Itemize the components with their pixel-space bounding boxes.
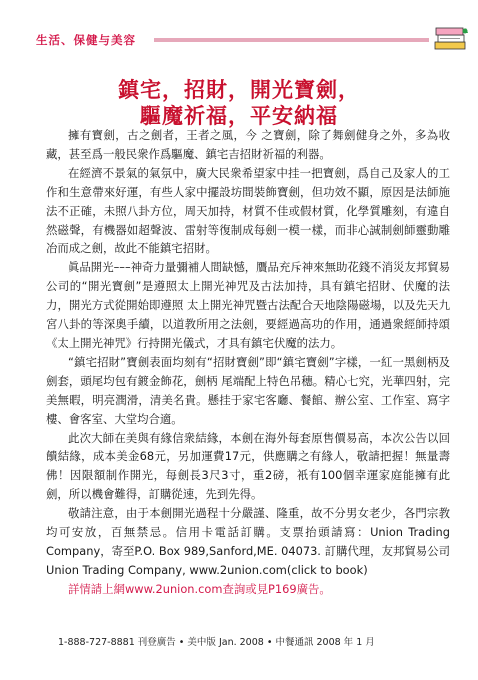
page-header — [36, 30, 446, 52]
paragraph: 擁有寶劍，古之劍者，王者之風，今 之寶劍，除了舞劍健身之外，多為收藏，甚至爲一般民衆作爲驅魔、鎮宅吉招財祈福的利器。 — [46, 128, 450, 161]
headline-line-1: 鎮宅，招財，開光寶劍， — [118, 77, 360, 102]
header-rule — [154, 38, 429, 42]
paragraph: 此次大師在美與有緣信衆結緣，本劍在海外每套原售價易高，本次公告以回饋結緣，成本美金68元，另加運費17元，供應購之有緣人，敬請把握！無量壽佛！因限額制作開光，每劍長3尺3寸，重2磅，衹有100個幸運家庭能擁有此劍，所以機會難得，訂購從速，先到先得。 — [46, 430, 450, 502]
paragraph: 在經濟不景氣的氣氛中，廣大民衆希望家中挂一把寶劍，爲自己及家人的工作和生意帶來好運，有些人家中擺設坊間裝飾寶劍，但功效不顯，原因是法師施法不正確，未照八卦方位，周天加持，材質不佳或假材質，化學質雕刻，有違自然磁聲，有機器如超聲波、雷射等復制成每劍一模一樣，而非心誠制劍師靈動雕冶而成之劍，故此不能鎮宅招財。 — [46, 165, 450, 256]
paragraph: “鎮宅招財”寶劍表面均刻有“招財寶劍”即“鎮宅寶劍”字樣，一紅一黑劍柄及劍套，頭尾均包有鍍金飾花，劍柄 尾端配上特色吊穗。精心七究，光華四射，完美無暇，明亮潤滑，清美名貴。懸挂于家宅客廳、餐館、辦公室、工作室、寫字樓、會客室、大堂均合適。 — [46, 354, 450, 426]
stacked-books-icon — [431, 24, 471, 52]
website-link[interactable]: 詳情請上網www.2union.com查詢或見P169廣告。 — [68, 581, 331, 596]
paragraph: 眞品開光–––神奇力量彌補人間缺憾，贋品充斥神來無助花錢不消災友邦貿易公司的“開光寶劍”是遵照太上開光神咒及古法加持，具有鎮宅招財、伏魔的法力，開光方式從開始即遵照 太上開光神咒暨古法配合天地陰陽磁場，以及先天九宮八卦的等深奧手續，以道教所用之法劍，要經過高功的作用，通過衆經師持頌《太上開光神咒》行持開光儀式，才具有鎮宅伏魔的法力。 — [46, 260, 450, 350]
section-label: 生活、保健与美容 — [36, 33, 136, 47]
headline-line-2: 驅魔祈福，平安納福 — [140, 103, 338, 128]
article-body — [46, 126, 450, 599]
paragraph: 敬請注意，由于本劍開光過程十分嚴謹、隆重，故不分男女老少，各門宗教均可安放，百無禁忌。信用卡電話訂購。支票抬頭請寫：Union Trading Company，寄至P.O. Box 989,Sanford,ME. 04073. 訂購代理，友邦貿易公司Union Trading Company, www.2union.com(click to book) — [46, 506, 450, 577]
page-footer: 1-888-727-8881 刊登廣告 • 美中版 Jan. 2008 • 中餐通訊 2008 年 1 月 — [58, 637, 375, 648]
